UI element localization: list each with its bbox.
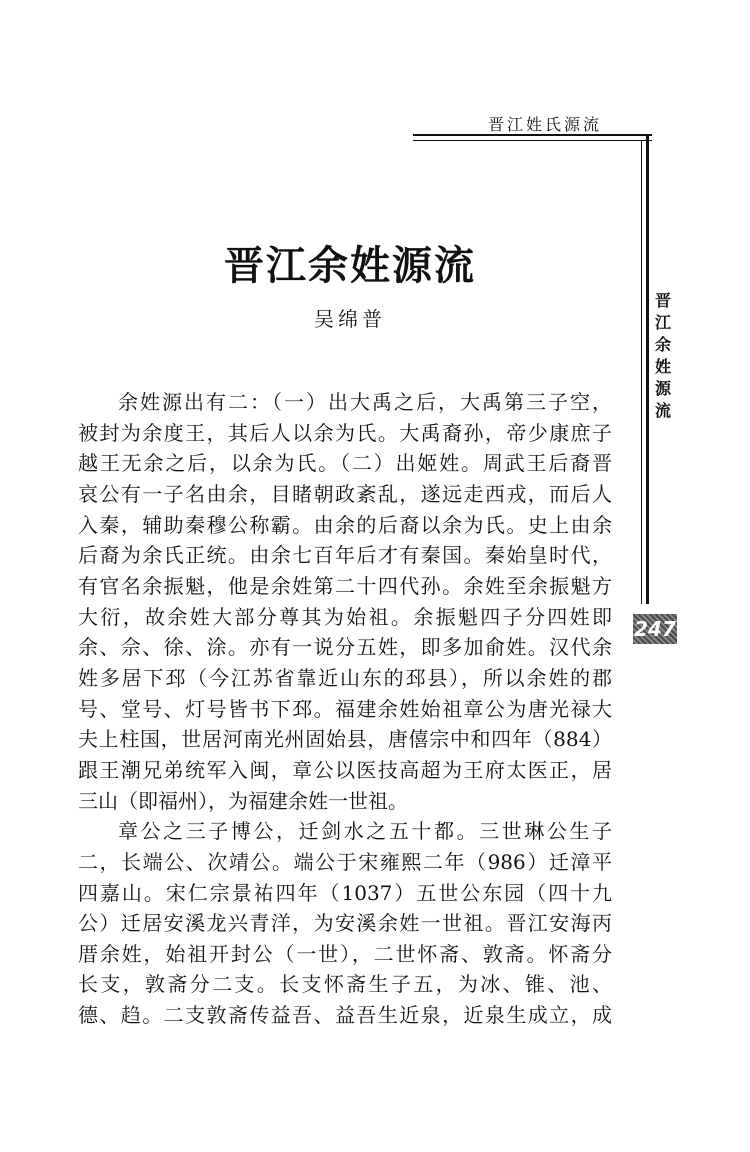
body-line: 入秦，辅助秦穆公称霸。由余的后裔以余为氏。史上由余 [78,512,612,537]
body-line: 姓多居下邳（今江苏省靠近山东的邳县），所以余姓的郡 [78,665,612,690]
header-rule [413,134,652,136]
author-name: 吴绵普 [314,307,386,331]
body-line: 跟王潮兄弟统军入闽，章公以医技高超为王府太医正，居 [78,757,612,782]
body-line: 三山（即福州），为福建余姓一世祖。 [78,788,408,813]
body-line: 大衍，故余姓大部分尊其为始祖。余振魁四子分四姓即 [78,604,612,629]
body-line: 哀公有一子名由余，目睹朝政紊乱，遂远走西戎，而后人 [78,481,612,506]
body-line: 余、佘、徐、涂。亦有一说分五姓，即多加俞姓。汉代余 [78,635,612,660]
body-line: 长支，敦斋分二支。长支怀斋生子五，为冰、锥、池、 [78,972,612,997]
body-line: 有官名余振魁，他是余姓第二十四代孙。余姓至余振魁方 [78,573,612,598]
header-rule-secondary [413,140,652,141]
body-line: 公）迁居安溪龙兴青洋，为安溪余姓一世祖。晋江安海丙 [78,911,612,936]
body-line: 被封为余度王，其后人以余为氏。大禹裔孙，帝少康庶子 [78,420,612,445]
page-number: 247 [633,614,677,644]
side-rule-secondary [641,140,642,604]
side-tab-title: 晋江余姓源流 [654,291,671,420]
body-line: 厝余姓，始祖开封公（一世），二世怀斋、敦斋。怀斋分 [78,941,612,966]
body-line: 号、堂号、灯号皆书下邳。福建余姓始祖章公为唐光禄大 [78,696,612,721]
body-line: 余姓源出有二：（一）出大禹之后，大禹第三子空， [118,390,612,414]
body-line: 二，长端公、次靖公。端公于宋雍熙二年（986）迁漳平 [78,849,612,874]
article-title: 晋江余姓源流 [224,243,476,289]
body-line: 越王无余之后，以余为氏。（二）出姬姓。周武王后裔晋 [78,451,612,476]
body-line: 夫上柱国，世居河南光州固始县，唐僖宗中和四年（884） [78,727,612,752]
body-line: 四嘉山。宋仁宗景祐四年（1037）五世公东园（四十九 [78,880,612,905]
running-header-title: 晋江姓氏源流 [488,115,603,134]
article-body [78,387,612,1031]
body-line: 章公之三子博公，迁剑水之五十都。三世琳公生子 [118,819,612,844]
body-line: 德、趋。二支敦斋传益吾、益吾生近泉，近泉生成立，成 [78,1003,612,1028]
body-line: 后裔为余氏正统。由余七百年后才有秦国。秦始皇时代， [78,543,612,568]
side-rule [646,134,649,604]
